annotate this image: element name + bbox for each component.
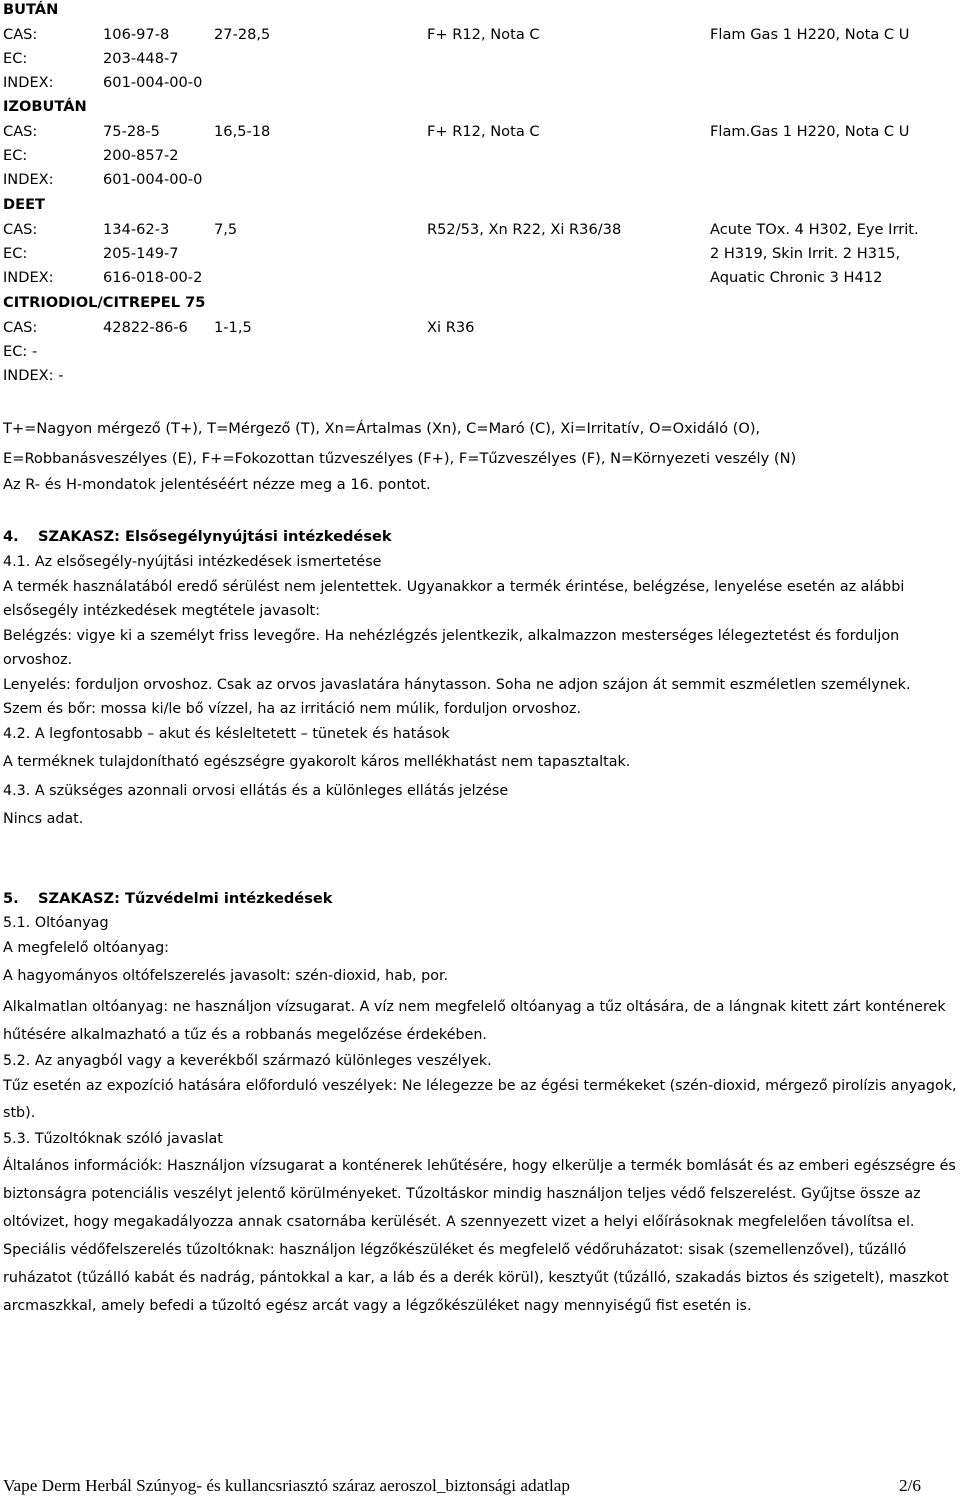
substance-name: CITRIODIOL/CITREPEL 75 (3, 294, 206, 311)
paragraph: Tűz esetén az expozíció hatására előforduló veszélyek: Ne lélegezze be az égési termékeket (szén-dioxid, mérgező pirolízis anyagok, stb). (3, 1078, 957, 1121)
cas-number: 42822-86-6 (103, 319, 188, 336)
dsd-classification: F+ R12, Nota C (427, 26, 540, 43)
cas-label: CAS: (3, 123, 38, 140)
index-label: INDEX: (3, 74, 54, 91)
paragraph: A terméknek tulajdonítható egészségre gyakorolt káros mellékhatást nem tapasztaltak. (3, 754, 631, 770)
section-4-title: SZAKASZ: Elsősegélynyújtási intézkedések (38, 528, 392, 545)
paragraph: Nincs adat. (3, 811, 84, 827)
paragraph: Általános információk: Használjon vízsugarat a konténerek lehűtésére, hogy elkerülje a termék bomlását és az emberi egészségre és biztonságra potenciális veszélyt jelentő körülményeket. Tűzoltáskor mindig használjon teljes védő felszerelést. Gyűjtse össze az oltóvizet, hogy megakadályozza annak csatornába kerülését. A szennyezett vizet a helyi előírásoknak megfelelően távolítsa el. (3, 1157, 956, 1230)
paragraph: A megfelelő oltóanyag: (3, 939, 169, 956)
legend-line: E=Robbanásveszélyes (E), F+=Fokozottan tűzveszélyes (F+), F=Tűzveszélyes (F), N=Környezeti veszély (N) (3, 450, 797, 467)
subsection-heading: 4.3. A szükséges azonnali orvosi ellátás és a különleges ellátás jelzése (3, 782, 509, 799)
concentration: 1-1,5 (214, 319, 252, 336)
substance-name: DEET (3, 196, 46, 213)
section-5-number: 5. (3, 890, 19, 907)
dsd-classification: Xi R36 (427, 319, 475, 336)
paragraph: Lenyelés: forduljon orvoshoz. Csak az orvos javaslatára hánytasson. Soha ne adjon szájon át semmit eszméletlen személynek. (3, 676, 911, 693)
dsd-classification: F+ R12, Nota C (427, 123, 540, 140)
concentration: 16,5-18 (214, 123, 271, 140)
cas-label: CAS: (3, 26, 38, 43)
clp-classification: 2 H319, Skin Irrit. 2 H315, (710, 245, 901, 262)
index-number: 601-004-00-0 (103, 171, 203, 188)
cas-label: CAS: (3, 221, 38, 238)
subsection-heading: 5.3. Tűzoltóknak szóló javaslat (3, 1131, 223, 1147)
paragraph: Speciális védőfelszerelés tűzoltóknak: használjon légzőkészüléket és megfelelő védőruházatot: sisak (szemellenzővel), tűzálló ruházatot (tűzálló kabát és nadrág, pántokkal a kar, a láb és a derék körül), kesztyűt (tűzálló, szakadás biztos és szigetelt), maszkot arcmaszkkal, amely befedi a tűzoltó egész arcát vagy a légzőkészüléket nagy mennyiségű fist esetén is. (3, 1241, 949, 1314)
ec-label: EC: (3, 50, 28, 67)
cas-number: 75-28-5 (103, 123, 160, 140)
ec-label: EC: (3, 245, 28, 262)
substance-name: IZOBUTÁN (3, 98, 87, 115)
clp-classification: Acute TOx. 4 H302, Eye Irrit. (710, 221, 919, 238)
paragraph: Szem és bőr: mossa ki/le bő vízzel, ha az irritáció nem múlik, forduljon orvoshoz. (3, 701, 582, 717)
ec-label: EC: - (3, 343, 38, 360)
footer-title: Vape Derm Herbál Szúnyog- és kullancsriasztó száraz aeroszol_biztonsági adatlap (3, 1476, 570, 1495)
cas-number: 106-97-8 (103, 26, 170, 43)
paragraph: Belégzés: vigye ki a személyt friss levegőre. Ha nehézlégzés jelentkezik, alkalmazzon mesterséges lélegeztetést és forduljon orvoshoz. (3, 627, 900, 668)
cas-label: CAS: (3, 319, 38, 336)
subsection-heading: 5.2. Az anyagból vagy a keverékből származó különleges veszélyek. (3, 1052, 492, 1069)
legend-line: T+=Nagyon mérgező (T+), T=Mérgező (T), Xn=Ártalmas (Xn), C=Maró (C), Xi=Irritatív, O=Oxidáló (O), (3, 420, 761, 437)
subsection-heading: 5.1. Oltóanyag (3, 915, 109, 931)
concentration: 7,5 (214, 221, 238, 238)
clp-classification: Flam Gas 1 H220, Nota C U (710, 26, 910, 43)
legend-line: Az R- és H-mondatok jelentéséért nézze meg a 16. pontot. (3, 476, 431, 493)
index-label: INDEX: (3, 269, 54, 286)
index-number: 601-004-00-0 (103, 74, 203, 91)
concentration: 27-28,5 (214, 26, 271, 43)
ec-number: 205-149-7 (103, 245, 179, 262)
section-4-number: 4. (3, 528, 19, 545)
subsection-heading: 4.1. Az elsősegély-nyújtási intézkedések ismertetése (3, 554, 382, 570)
paragraph: Alkalmatlan oltóanyag: ne használjon vízsugarat. A víz nem megfelelő oltóanyag a tűz oltására, de a lángnak kitett zárt konténerek hűtésére alkalmazható a tűz és a robbanás megelőzése érdekében. (3, 998, 946, 1043)
section-5-body (3, 911, 959, 1320)
cas-number: 134-62-3 (103, 221, 170, 238)
section-5-title: SZAKASZ: Tűzvédelmi intézkedések (38, 890, 333, 907)
ec-number: 200-857-2 (103, 147, 179, 164)
ec-label: EC: (3, 147, 28, 164)
section-4-body (3, 550, 959, 832)
page-number: 2/6 (899, 1476, 921, 1495)
index-label: INDEX: - (3, 367, 64, 384)
index-label: INDEX: (3, 171, 54, 188)
paragraph: A termék használatából eredő sérülést nem jelentettek. Ugyanakkor a termék érintése, belégzése, lenyelése esetén az alábbi elsősegély intézkedések megtétele javasolt: (3, 578, 905, 619)
subsection-heading: 4.2. A legfontosabb – akut és késleltetett – tünetek és hatások (3, 725, 450, 742)
paragraph: A hagyományos oltófelszerelés javasolt: szén-dioxid, hab, por. (3, 968, 449, 984)
substance-name: BUTÁN (3, 1, 59, 18)
index-number: 616-018-00-2 (103, 269, 203, 286)
clp-classification: Aquatic Chronic 3 H412 (710, 269, 883, 286)
clp-classification: Flam.Gas 1 H220, Nota C U (710, 123, 910, 140)
ec-number: 203-448-7 (103, 50, 179, 67)
dsd-classification: R52/53, Xn R22, Xi R36/38 (427, 221, 622, 238)
